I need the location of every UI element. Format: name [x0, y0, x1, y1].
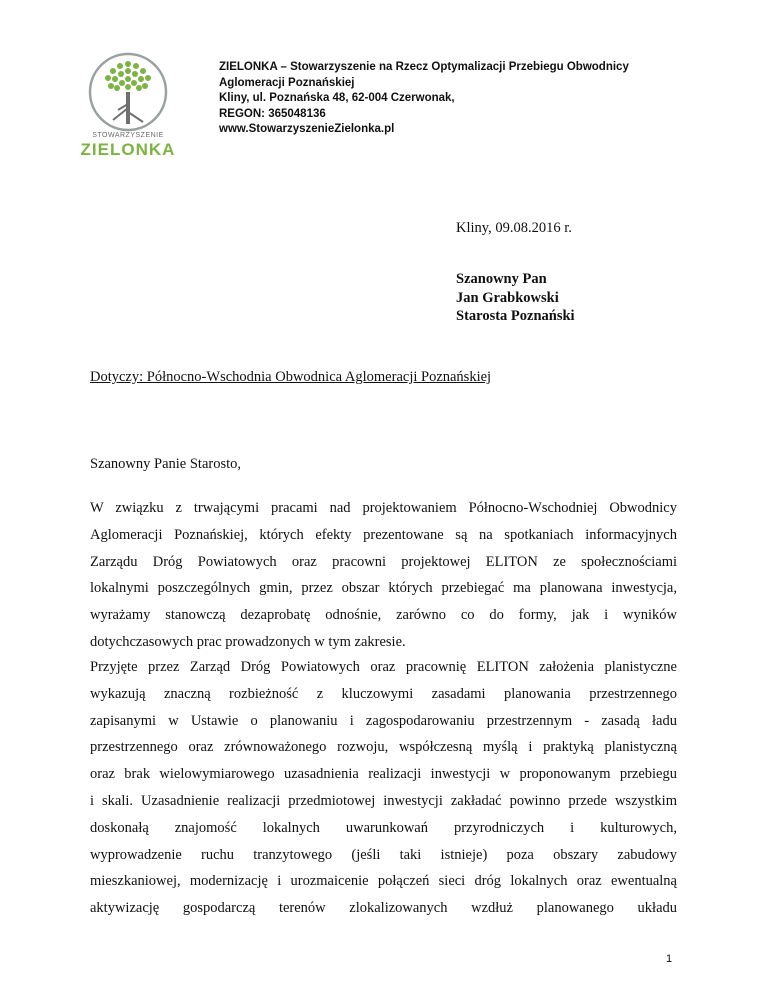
text-line: lokalnymi poszczególnych gmin, przez obszar których przebiegać ma planowana inwestycja,	[90, 580, 677, 597]
text-line: zapisanymi w Ustawie o planowaniu i zagospodarowaniu przestrzennym - zasadą ładu	[90, 712, 677, 729]
org-address: Kliny, ul. Poznańska 48, 62-004 Czerwonak,	[219, 92, 455, 105]
text-line: doskonałą znajomość lokalnych uwarunkowań przyrodniczych i kulturowych,	[90, 819, 677, 836]
addressee-line: Jan Grabkowski	[456, 289, 559, 306]
org-name-line: ZIELONKA – Stowarzyszenie na Rzecz Optymalizacji Przebiegu Obwodnicy	[219, 61, 629, 73]
text-line: Zarządu Dróg Powiatowych oraz pracowni projektowej ELITON ze społecznościami	[90, 553, 677, 570]
salutation: Szanowny Panie Starosto,	[90, 456, 242, 472]
logo-caption-small: STOWARZYSZENIE	[92, 132, 164, 139]
body-paragraph-1	[90, 495, 677, 656]
logo-caption-name: ZIELONKA	[80, 140, 176, 159]
addressee-block	[456, 270, 575, 326]
organization-logo	[75, 50, 181, 162]
text-line: wyrażamy stanowczą dezaprobatę odnośnie, zarówno co do formy, jak i wyników	[90, 607, 677, 624]
text-line: Aglomeracji Poznańskiej, których efekty prezentowane są na spotkaniach informacyjnych	[90, 526, 677, 543]
text-line: W związku z trwającymi pracami nad projektowaniem Północno-Wschodniej Obwodnicy	[90, 500, 677, 516]
text-line: oraz brak wielowymiarowego uzasadnienia realizacji inwestycji w proponowanym przebiegu	[90, 766, 677, 783]
tree-logo-icon	[75, 50, 181, 134]
org-regon: REGON: 365048136	[219, 107, 326, 120]
addressee-line: Szanowny Pan	[456, 271, 547, 287]
page-number: 1	[666, 953, 673, 965]
letter-date: Kliny, 09.08.2016 r.	[456, 220, 572, 236]
text-line: aktywizację gospodarczą terenów zlokalizowanych wzdłuż planowanego układu	[90, 900, 677, 917]
body-paragraph-2	[90, 654, 677, 922]
text-line: i skali. Uzasadnienie realizacji przedmiotowej inwestycji zakładać powinno przede wszystkim	[90, 792, 677, 809]
text-line: Przyjęte przez Zarząd Dróg Powiatowych oraz pracownię ELITON założenia planistyczne	[90, 659, 677, 675]
text-line: mieszkaniowej, modernizację i urozmaicenie połączeń sieci dróg lokalnych oraz ewentualną	[90, 873, 677, 890]
text-line: wykazują znaczną rozbieżność z kluczowymi zasadami planowania przestrzennego	[90, 685, 677, 702]
text-line: wyprowadzenie ruchu tranzytowego (jeśli taki istnieje) poza obszary zabudowy	[90, 846, 677, 863]
organization-header	[219, 60, 699, 138]
org-website: www.StowarzyszenieZielonka.pl	[219, 123, 395, 136]
text-line: przestrzennego oraz zrównoważonego rozwoju, współczesną myślą i praktyką planistyczną	[90, 739, 677, 756]
subject-line: Dotyczy: Północno-Wschodnia Obwodnica Aglomeracji Poznańskiej	[90, 369, 492, 385]
text-line: dotychczasowych prac prowadzonych w tym zakresie.	[90, 633, 406, 650]
addressee-line: Starosta Poznański	[456, 308, 575, 324]
org-name-line-cont: Aglomeracji Poznańskiej	[219, 76, 355, 89]
